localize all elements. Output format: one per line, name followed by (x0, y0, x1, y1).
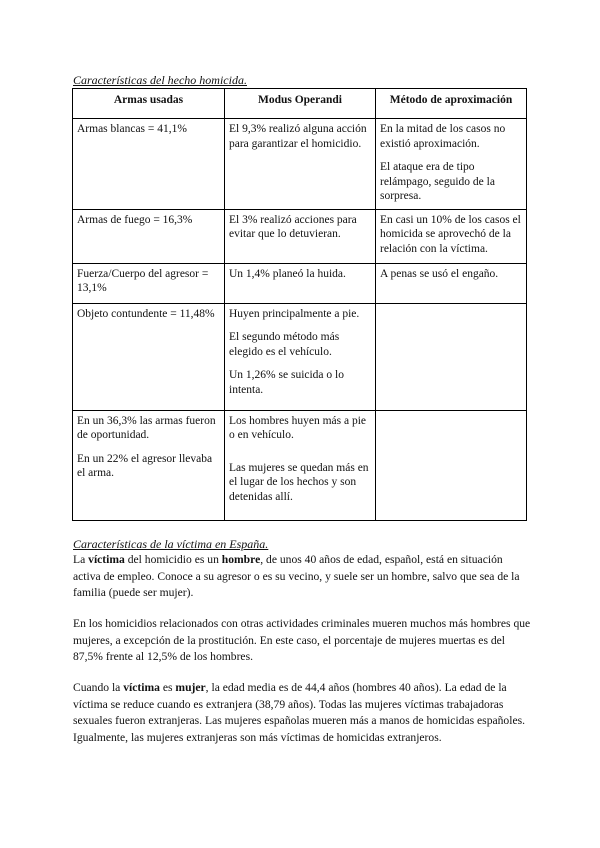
table-cell (225, 209, 376, 263)
table-cell (73, 410, 225, 520)
paragraph-victim-profile (73, 552, 533, 602)
text-run: es (159, 681, 176, 694)
table-cell (376, 410, 527, 520)
table-cell (376, 303, 527, 410)
table-cell (376, 263, 527, 303)
cell-text: Un 1,4% planeó la huida. (229, 267, 346, 280)
table-cell (73, 119, 225, 210)
table-cell (376, 209, 527, 263)
cell-text: En la mitad de los casos no existió aproximación. (380, 123, 506, 150)
paragraph-criminal-activities (73, 616, 533, 666)
text-run: del homicidio es un (124, 553, 222, 566)
paragraph-female-victim (73, 680, 533, 746)
cell-text: El segundo método más elegido es el vehículo. (229, 331, 340, 358)
text-run: La (73, 553, 89, 566)
cell-text: Fuerza/Cuerpo del agresor = 13,1% (77, 267, 209, 294)
cell-text: Objeto contundente = 11,48% (77, 307, 215, 320)
text-run: , de unos 40 años de edad, español, está en situación activa de empleo. Conoce a su agresor o es su vecino, y suele ser un hombre, salvo que sea de la familia (puede ser mujer). (73, 553, 520, 600)
table-header-row (73, 89, 527, 119)
table-row (73, 209, 527, 263)
section-title-victim: Características de la víctima en España. (73, 537, 269, 551)
cell-text: Los hombres huyen más a pie o en vehículo. (229, 414, 367, 441)
table-row (73, 303, 527, 410)
text-run: Cuando la (73, 681, 124, 694)
table-row (73, 263, 527, 303)
column-header: Método de aproximación (376, 89, 527, 119)
table-row (73, 410, 527, 520)
table-cell (225, 263, 376, 303)
bold-term: víctima (123, 681, 160, 694)
paragraph-text: En los homicidios relacionados con otras actividades criminales mueren muchos más hombres que mujeres, a excepción de la prostitución. En este caso, el porcentaje de mujeres muertas es del 87,5% frente al 12,5% de los hombres. (73, 617, 531, 664)
cell-text: En un 22% el agresor llevaba el arma. (77, 452, 213, 479)
cell-text: En casi un 10% de los casos el homicida se aprovechó de la relación con la víctima. (380, 213, 521, 255)
cell-text: Un 1,26% se suicida o lo intenta. (229, 369, 344, 396)
text-run: , la edad media es de 44,4 años (hombres 40 años). La edad de la víctima se reduce cuando es extranjera (38,79 años). Todas las mujeres víctimas trabajadoras sexuales fueron extranjeras. Las mujeres españolas mueren más a manos de homicidas españoles. Igualmente, las mujeres extranjeras son más víctimas de homicidas extranjeros. (73, 681, 526, 744)
cell-text: Huyen principalmente a pie. (229, 307, 360, 320)
table-cell (225, 410, 376, 520)
table-cell (376, 119, 527, 210)
table-cell (73, 303, 225, 410)
table-cell (73, 209, 225, 263)
table-cell (225, 303, 376, 410)
cell-text: En un 36,3% las armas fueron de oportunidad. (77, 414, 216, 441)
cell-text: A penas se usó el engaño. (380, 267, 499, 280)
column-header: Armas usadas (73, 89, 225, 119)
bold-term: hombre (221, 553, 261, 566)
cell-text: El 9,3% realizó alguna acción para garantizar el homicidio. (229, 123, 367, 150)
bold-term: víctima (88, 553, 125, 566)
section-title-homicide: Características del hecho homicida. (73, 73, 247, 87)
cell-text: Armas blancas = 41,1% (77, 123, 187, 135)
cell-text: El 3% realizó acciones para evitar que lo detuvieran. (229, 213, 357, 240)
homicide-characteristics-table (72, 88, 527, 521)
column-header: Modus Operandi (225, 89, 376, 119)
cell-text: Las mujeres se quedan más en el lugar de los hechos y son detenidas allí. (229, 461, 369, 503)
table-cell (225, 119, 376, 210)
bold-term: mujer (175, 681, 206, 694)
table-cell (73, 263, 225, 303)
cell-text: El ataque era de tipo relámpago, seguido de la sorpresa. (380, 161, 495, 202)
cell-text: Armas de fuego = 16,3% (77, 213, 193, 226)
table-row (73, 119, 527, 210)
